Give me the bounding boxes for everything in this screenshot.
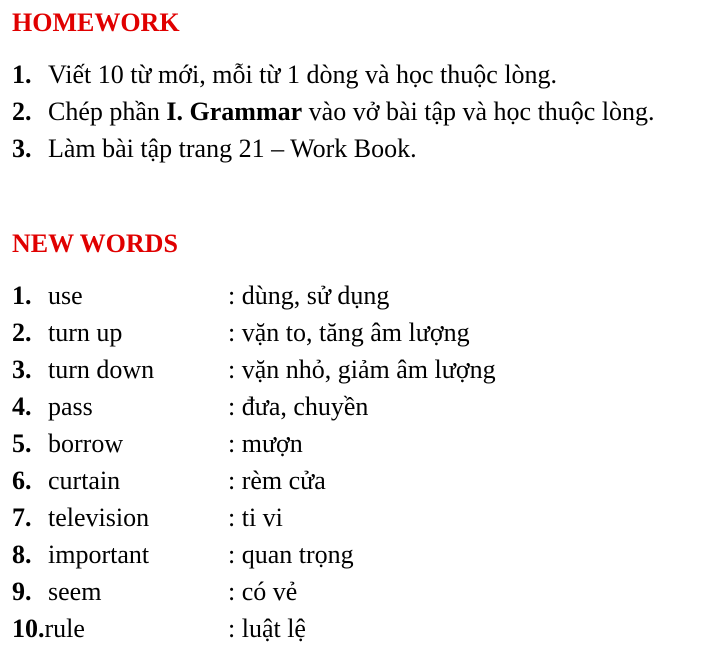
vocab-meaning: : rèm cửa [228, 466, 326, 495]
vocab-number: 6. [12, 466, 32, 495]
vocab-meaning: : dùng, sử dụng [228, 281, 390, 310]
vocab-word: seem [48, 577, 102, 606]
vocab-word: borrow [48, 429, 124, 458]
vocab-row [12, 536, 354, 573]
homework-item [12, 130, 655, 167]
vocab-number: 4. [12, 392, 32, 421]
homework-item-bold-text: I. Grammar [166, 97, 303, 126]
vocab-word: important [48, 540, 150, 569]
vocab-number: 3. [12, 355, 32, 384]
vocab-row [12, 314, 470, 351]
vocab-number: 10. [12, 614, 45, 643]
homework-item [12, 56, 655, 93]
vocab-number: 2. [12, 318, 32, 347]
new-words-list [12, 277, 496, 647]
vocab-word: curtain [48, 466, 121, 495]
vocab-number: 9. [12, 577, 32, 606]
vocab-row [12, 425, 303, 462]
vocab-meaning: : vặn nhỏ, giảm âm lượng [228, 355, 496, 384]
homework-item-number: 1. [12, 60, 32, 89]
vocab-row [12, 462, 326, 499]
vocab-word: turn down [48, 355, 155, 384]
vocab-word: television [48, 503, 150, 532]
new-words-heading: NEW WORDS [12, 229, 178, 258]
vocab-row [12, 388, 369, 425]
vocab-meaning: : đưa, chuyền [228, 392, 369, 421]
vocab-meaning: : có vẻ [228, 577, 298, 606]
homework-item [12, 93, 655, 130]
vocab-meaning: : ti vi [228, 503, 283, 532]
vocab-word: pass [48, 392, 93, 421]
vocab-word: rule [44, 614, 85, 643]
homework-item-text: Làm bài tập trang 21 – Work Book. [48, 134, 417, 163]
vocab-meaning: : vặn to, tăng âm lượng [228, 318, 470, 347]
vocab-row [12, 610, 306, 647]
vocab-number: 1. [12, 281, 32, 310]
vocab-number: 8. [12, 540, 32, 569]
vocab-row [12, 573, 298, 610]
homework-item-text: Viết 10 từ mới, mỗi từ 1 dòng và học thuộc lòng. [48, 60, 558, 89]
vocab-number: 5. [12, 429, 32, 458]
vocab-meaning: : mượn [228, 429, 303, 458]
vocab-meaning: : quan trọng [228, 540, 354, 569]
homework-list [12, 56, 655, 167]
vocab-meaning: : luật lệ [228, 614, 306, 643]
homework-heading: HOMEWORK [12, 8, 180, 37]
vocab-number: 7. [12, 503, 32, 532]
homework-item-text-after: vào vở bài tập và học thuộc lòng. [302, 97, 655, 126]
vocab-row [12, 499, 283, 536]
homework-item-number: 2. [12, 97, 32, 126]
vocab-row [12, 351, 496, 388]
homework-item-text: Chép phần [48, 97, 167, 126]
vocab-word: turn up [48, 318, 123, 347]
vocab-row [12, 277, 390, 314]
homework-item-number: 3. [12, 134, 32, 163]
vocab-word: use [48, 281, 83, 310]
